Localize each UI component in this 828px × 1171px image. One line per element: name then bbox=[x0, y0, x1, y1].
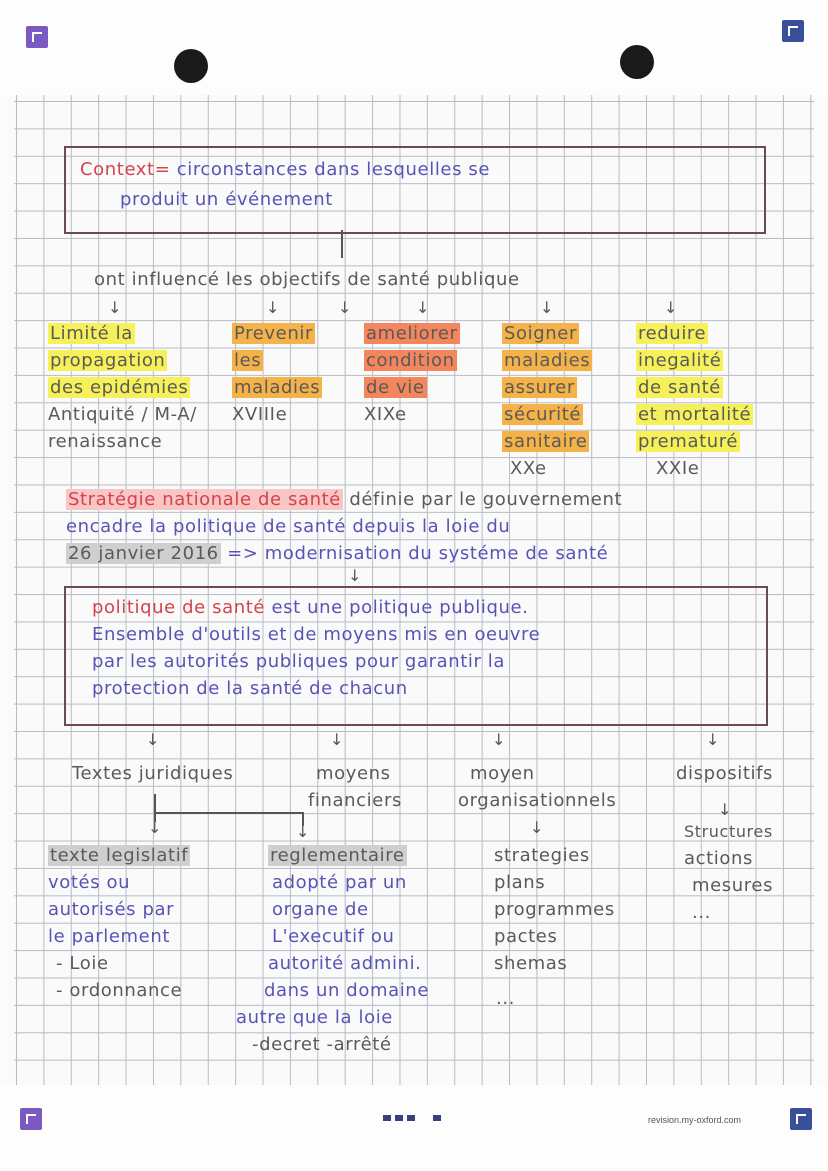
legislatif-title: texte legislatif bbox=[50, 845, 189, 866]
dispositifs-column bbox=[684, 818, 773, 926]
arrow-down-icon: ↓ bbox=[148, 818, 162, 837]
objective-period: renaissance bbox=[48, 431, 163, 452]
objective-line: Soigner bbox=[504, 323, 577, 344]
policy-term: politique de santé bbox=[92, 597, 266, 618]
objective-period: XXIe bbox=[656, 458, 700, 479]
dispositifs-item: actions bbox=[684, 848, 753, 869]
objective-line: des epidémies bbox=[50, 377, 189, 398]
means-textes-juridiques: Textes juridiques bbox=[72, 763, 234, 784]
objective-line: ameliorer bbox=[366, 323, 458, 344]
objective-line: sécurité bbox=[504, 404, 582, 425]
objective-line: inegalité bbox=[638, 350, 722, 371]
arrow-down-icon: ↓ bbox=[330, 730, 344, 749]
objective-column bbox=[48, 320, 197, 455]
strategy-definition: définie par le gouvernement bbox=[349, 489, 623, 510]
objective-line: Prevenir bbox=[234, 323, 313, 344]
means-financiers-line2: financiers bbox=[308, 790, 402, 811]
reglementaire-line: adopté par un bbox=[272, 872, 407, 893]
corner-tab-icon bbox=[26, 26, 48, 48]
means-organisationnels-line1: moyen bbox=[470, 763, 535, 784]
reglementaire-line: -decret -arrêté bbox=[252, 1034, 392, 1055]
arrow-down-icon: ↓ bbox=[416, 298, 430, 317]
dispositifs-item: ... bbox=[692, 902, 711, 923]
objective-line: maladies bbox=[234, 377, 321, 398]
organisation-item: strategies bbox=[494, 845, 590, 866]
organisation-item: ... bbox=[496, 988, 515, 1009]
arrow-down-icon: ↓ bbox=[338, 298, 352, 317]
legislatif-line: - Loie bbox=[56, 953, 109, 974]
arrow-down-icon: ↓ bbox=[718, 800, 732, 819]
objective-period: XVIIIe bbox=[232, 404, 288, 425]
reglementaire-line: L'executif ou bbox=[272, 926, 395, 947]
organisation-item: shemas bbox=[494, 953, 568, 974]
objective-column bbox=[364, 320, 460, 428]
arrow-down-icon: ↓ bbox=[706, 730, 720, 749]
objective-line: reduire bbox=[638, 323, 707, 344]
objective-column bbox=[232, 320, 322, 428]
organisation-item: programmes bbox=[494, 899, 615, 920]
objective-line: propagation bbox=[50, 350, 166, 371]
organisation-item: plans bbox=[494, 872, 546, 893]
arrow-down-icon: ↓ bbox=[146, 730, 160, 749]
objective-period: XIXe bbox=[364, 404, 407, 425]
objective-line: de santé bbox=[638, 377, 721, 398]
objective-line: Limité la bbox=[50, 323, 133, 344]
corner-tab-icon bbox=[20, 1108, 42, 1130]
policy-line4: protection de la santé de chacun bbox=[92, 678, 408, 699]
objective-line: condition bbox=[366, 350, 455, 371]
binder-hole bbox=[174, 49, 208, 83]
arrow-down-icon: ↓ bbox=[348, 566, 362, 585]
legislatif-line: - ordonnance bbox=[56, 980, 183, 1001]
strategy-term: Stratégie nationale de santé bbox=[68, 489, 341, 510]
objective-column bbox=[502, 320, 592, 482]
context-equals: = bbox=[154, 159, 171, 180]
objective-line: de vie bbox=[366, 377, 425, 398]
organisation-column bbox=[494, 842, 615, 977]
means-dispositifs: dispositifs bbox=[676, 763, 773, 784]
footer-url: revision.my-oxford.com bbox=[648, 1115, 742, 1125]
organisation-item: pactes bbox=[494, 926, 558, 947]
dispositifs-item: Structures bbox=[684, 822, 773, 841]
objective-line: et mortalité bbox=[638, 404, 752, 425]
objective-column bbox=[636, 320, 753, 482]
arrow-down-icon: ↓ bbox=[266, 298, 280, 317]
corner-tab-icon bbox=[790, 1108, 812, 1130]
objective-line: les bbox=[234, 350, 262, 371]
page-footer-band bbox=[0, 1085, 828, 1171]
legislatif-line: votés ou bbox=[48, 872, 131, 893]
reglementaire-title: reglementaire bbox=[270, 845, 405, 866]
arrow-down-icon: ↓ bbox=[540, 298, 554, 317]
arrow-down-icon: ↓ bbox=[664, 298, 678, 317]
page-indicator bbox=[383, 1115, 441, 1121]
objective-line: maladies bbox=[504, 350, 591, 371]
page-header-band bbox=[0, 0, 828, 95]
reglementaire-line: autre que la loie bbox=[236, 1007, 393, 1028]
strategy-date: 26 janvier 2016 bbox=[68, 543, 219, 564]
binder-hole bbox=[620, 45, 654, 79]
influence-heading: ont influencé les objectifs de santé publique bbox=[94, 269, 520, 290]
objective-period: XXe bbox=[510, 458, 547, 479]
means-financiers-line1: moyens bbox=[316, 763, 391, 784]
arrow-down-icon: ↓ bbox=[530, 818, 544, 837]
context-text: circonstances dans lesquelles se bbox=[176, 159, 491, 180]
objective-line: sanitaire bbox=[504, 431, 588, 452]
context-definition-line1 bbox=[80, 156, 490, 183]
arrow-down-icon: ↓ bbox=[492, 730, 506, 749]
corner-tab-icon bbox=[782, 20, 804, 42]
means-organisationnels-line2: organisationnels bbox=[458, 790, 617, 811]
legislatif-column bbox=[48, 842, 190, 1004]
connector-line bbox=[154, 812, 304, 814]
reglementaire-line: dans un domaine bbox=[264, 980, 429, 1001]
context-definition-line2: produit un événement bbox=[120, 189, 333, 210]
reglementaire-column bbox=[236, 842, 433, 1058]
policy-line2: Ensemble d'outils et de moyens mis en oeuvre bbox=[92, 624, 541, 645]
policy-line3: par les autorités publiques pour garantir la bbox=[92, 651, 506, 672]
strategy-line3 bbox=[66, 540, 608, 567]
context-term: Context bbox=[80, 159, 155, 180]
objective-line: prematuré bbox=[638, 431, 739, 452]
strategy-line2: encadre la politique de santé depuis la loie du bbox=[66, 516, 511, 537]
dispositifs-item: mesures bbox=[692, 875, 774, 896]
arrow-down-icon: ↓ bbox=[108, 298, 122, 317]
strategy-modernisation: => modernisation du systéme de santé bbox=[227, 543, 609, 564]
legislatif-line: le parlement bbox=[48, 926, 171, 947]
policy-text: est une politique publique. bbox=[271, 597, 529, 618]
reglementaire-line: organe de bbox=[272, 899, 369, 920]
policy-line1 bbox=[92, 594, 529, 621]
connector-line bbox=[341, 230, 343, 258]
arrow-down-icon: ↓ bbox=[296, 822, 310, 841]
objective-period: Antiquité / M-A/ bbox=[48, 404, 197, 425]
strategy-line1 bbox=[66, 486, 622, 513]
reglementaire-line: autorité admini. bbox=[268, 953, 422, 974]
legislatif-line: autorisés par bbox=[48, 899, 175, 920]
objective-line: assurer bbox=[504, 377, 575, 398]
